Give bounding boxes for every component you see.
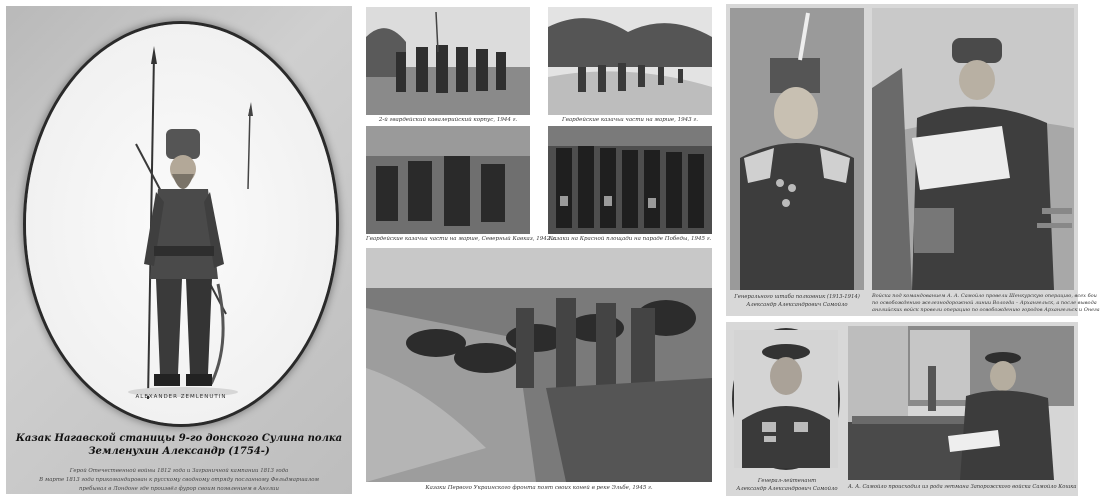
photo-samoilo-at-desk	[848, 326, 1074, 480]
caption-painting-line-3: английских войск провели операцию по освобождению городов Архангельск и Онега	[872, 307, 1100, 313]
engraving-signature: ALEXANDER ZEMLENUTIN	[135, 394, 227, 400]
caption-victory-parade: Казаки на Красной площади на параде Победы, 1945 г.	[548, 236, 712, 242]
caption-general-line-1: Генерального штаба полковник (1913-1914)	[734, 294, 860, 300]
portrait-text-line-2: В марте 1813 года прикомандирован к русскому сводному отряду посланному Фельдмаршалом	[39, 477, 319, 483]
samoilo-panel	[726, 4, 1100, 496]
portrait-panel	[6, 6, 352, 494]
portrait-title-line-2: Земленухин Александр (1754-)	[88, 446, 270, 457]
photo-guards-march-1943	[548, 7, 712, 115]
caption-cavalry-corps: 2-й гвардейский кавалерийский корпус, 1944 г.	[378, 117, 518, 123]
caption-lt-general-line-1: Генерал-лейтенант	[757, 478, 817, 484]
photo-elbe-river	[366, 248, 712, 482]
caption-guards-march-1943: Гвардейские казачьи части на марше, 1943 г.	[562, 117, 698, 123]
caption-desk: А. А. Самойло происходил из рода гетмана Запорожского войска Самойло Кошка	[848, 484, 1077, 490]
photo-victory-parade	[548, 126, 712, 234]
oval-lt-general-portrait	[734, 330, 838, 468]
oval-portrait-frame	[26, 24, 336, 424]
portrait-title-line-1: Казак Нагавской станицы 9-го донского Сулина полка	[15, 433, 343, 444]
portrait-text-line-1: Герой Отечественной войны 1812 года и Заграничной кампании 1813 года	[69, 468, 289, 474]
caption-painting-line-2: по освобождению железнодорожной линии Вологда – Архангельск, а после вывода	[872, 300, 1097, 306]
cossack-engraving	[26, 24, 336, 424]
caption-lt-general-line-2: Александр Александрович Самойло	[736, 486, 838, 492]
caption-guards-caucasus: Гвардейские казачьи части на марше, Северный Кавказ, 1942 г.	[366, 236, 557, 242]
photo-general-staff-colonel	[730, 8, 864, 290]
portrait-text-line-3: пребывал в Лондоне где произвёл фурор своим появлением в Англии	[79, 486, 279, 492]
caption-elbe-river: Казаки Первого Украинского фронта поят своих коней в реке Эльбе, 1945 г.	[425, 485, 653, 491]
photo-collage-panel	[362, 4, 714, 496]
photo-cavalry-corps	[366, 7, 530, 115]
caption-general-line-2: Александр Александрович Самойло	[746, 302, 848, 308]
caption-painting-line-1: Войска под командованием А. А. Самойло провели Шенкурскую операцию, всех бои	[872, 293, 1097, 299]
painting-samoilo-with-map	[872, 8, 1074, 290]
photo-guards-caucasus	[366, 126, 530, 234]
